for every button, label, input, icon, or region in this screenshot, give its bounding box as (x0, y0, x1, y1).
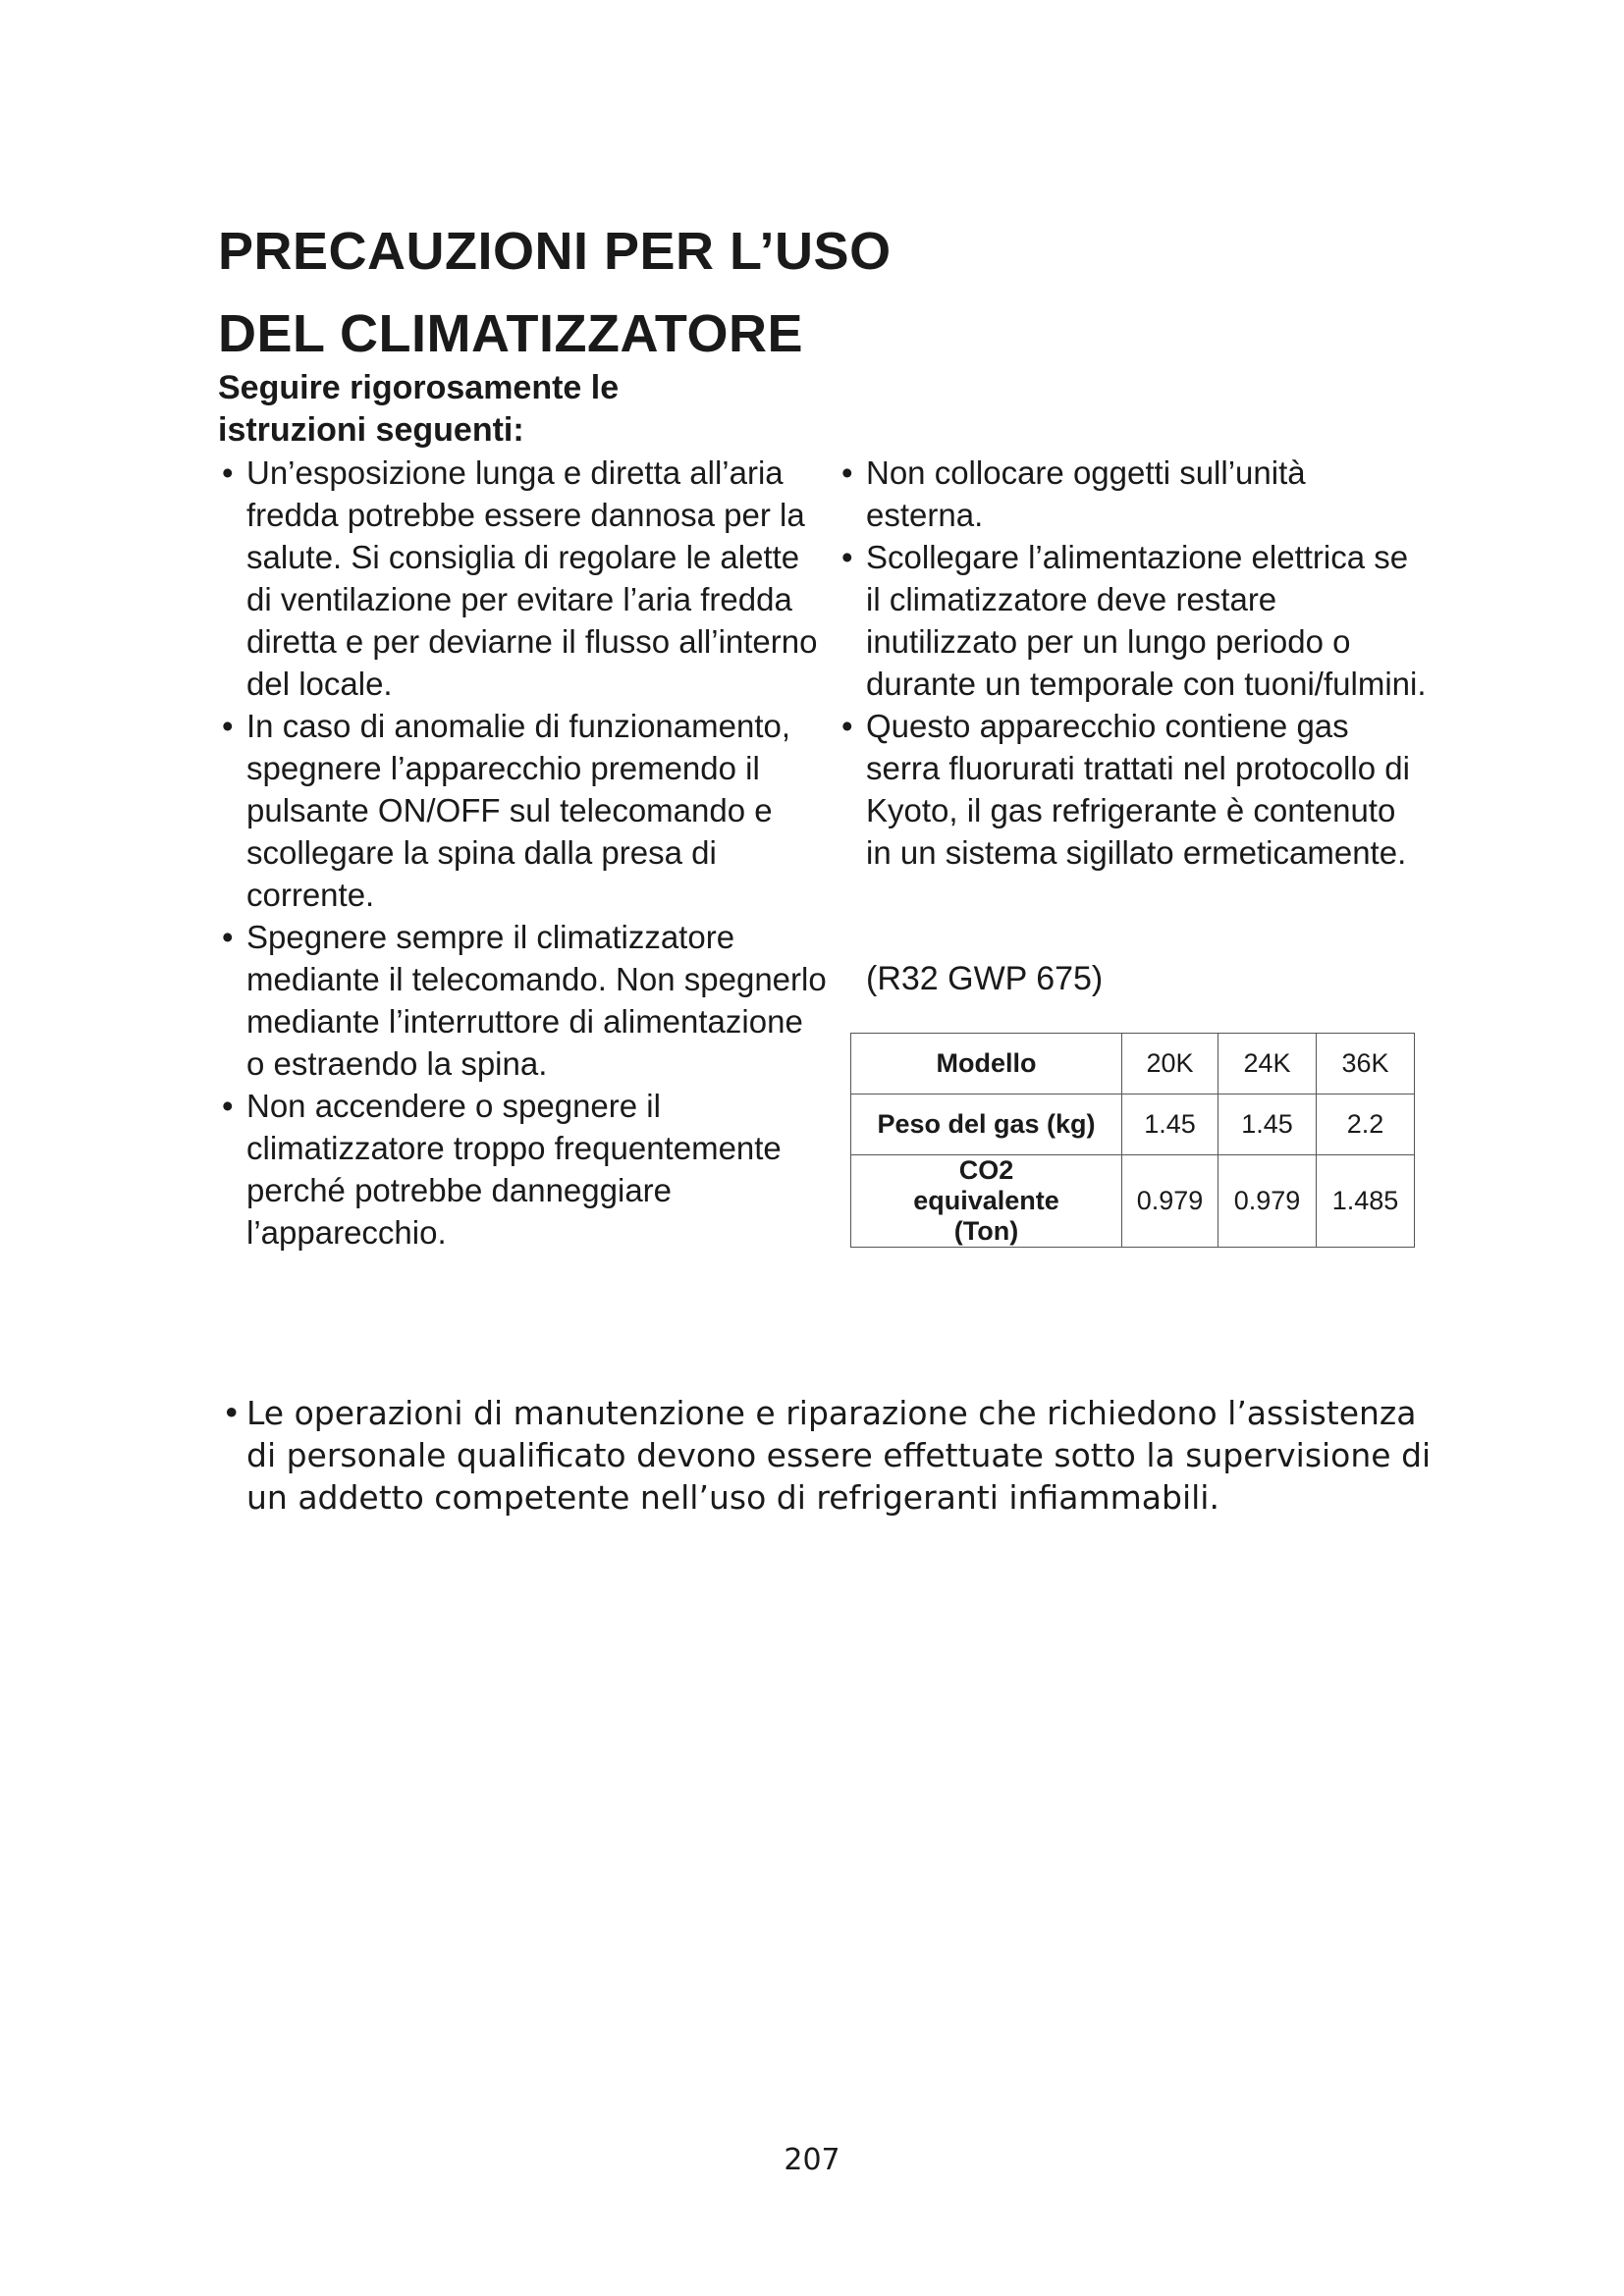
list-item: • Un’esposizione lunga e diretta all’aria fredda potrebbe essere dannosa per la salute. Si consiglia di regolare le alette di ventilazione per evitare l’aria fredda diretta e per deviarne il flusso all’interno del locale. (218, 452, 827, 705)
list-item: • Non accendere o spegnere il climatizzatore troppo frequentemente perché potrebbe danneggiare l’apparecchio. (218, 1085, 827, 1254)
page-title-line-2: DEL CLIMATIZZATORE (218, 304, 803, 363)
list-item: • Le operazioni di manutenzione e riparazione che richiedono l’assistenza di personale qualificato devono essere effettuate sotto la supervisione di un addetto competente nell’uso di refrigeranti infiammabili. (218, 1392, 1455, 1519)
right-column-list (838, 452, 1427, 874)
table-cell: Peso del gas (kg) (851, 1095, 1122, 1155)
section-subtitle-line-2: istruzioni seguenti: (218, 411, 524, 449)
table-header-cell: 36K (1317, 1034, 1415, 1095)
left-column-list (218, 452, 827, 1254)
gas-table (850, 1033, 1415, 1248)
table-cell: 1.485 (1317, 1155, 1415, 1248)
list-item: • Scollegare l’alimentazione elettrica se il climatizzatore deve restare inutilizzato per un lungo periodo o durante un temporale con tuoni/fulmini. (838, 536, 1427, 705)
list-item: • In caso di anomalie di funzionamento, spegnere l’apparecchio premendo il pulsante ON/OFF sul telecomando e scollegare la spina dalla presa di corrente. (218, 705, 827, 916)
table-header-row (851, 1034, 1415, 1095)
table-cell: 2.2 (1317, 1095, 1415, 1155)
table-cell: 0.979 (1218, 1155, 1317, 1248)
table-cell: 0.979 (1122, 1155, 1218, 1248)
list-item: • Non collocare oggetti sull’unità esterna. (838, 452, 1427, 536)
table-cell: 1.45 (1218, 1095, 1317, 1155)
page-title-line-1: PRECAUZIONI PER L’USO (218, 222, 892, 281)
page-number: 207 (784, 2143, 840, 2177)
table-row (851, 1095, 1415, 1155)
table-header-cell: 24K (1218, 1034, 1317, 1095)
list-item: • Spegnere sempre il climatizzatore mediante il telecomando. Non spegnerlo mediante l’interruttore di alimentazione o estraendo la spina. (218, 916, 827, 1085)
refrigerant-note: (R32 GWP 675) (866, 960, 1104, 997)
section-subtitle-line-1: Seguire rigorosamente le (218, 369, 620, 406)
list-item: • Questo apparecchio contiene gas serra fluorurati trattati nel protocollo di Kyoto, il gas refrigerante è contenuto in un sistema sigillato ermeticamente. (838, 705, 1427, 874)
section-subtitle (218, 367, 619, 452)
table-cell: 1.45 (1122, 1095, 1218, 1155)
bottom-note-list (218, 1392, 1455, 1519)
table-header-cell: 20K (1122, 1034, 1218, 1095)
page-title (218, 210, 892, 375)
table-header-cell: Modello (851, 1034, 1122, 1095)
table-row (851, 1155, 1415, 1248)
table-cell: CO2 equivalente (Ton) (851, 1155, 1122, 1248)
